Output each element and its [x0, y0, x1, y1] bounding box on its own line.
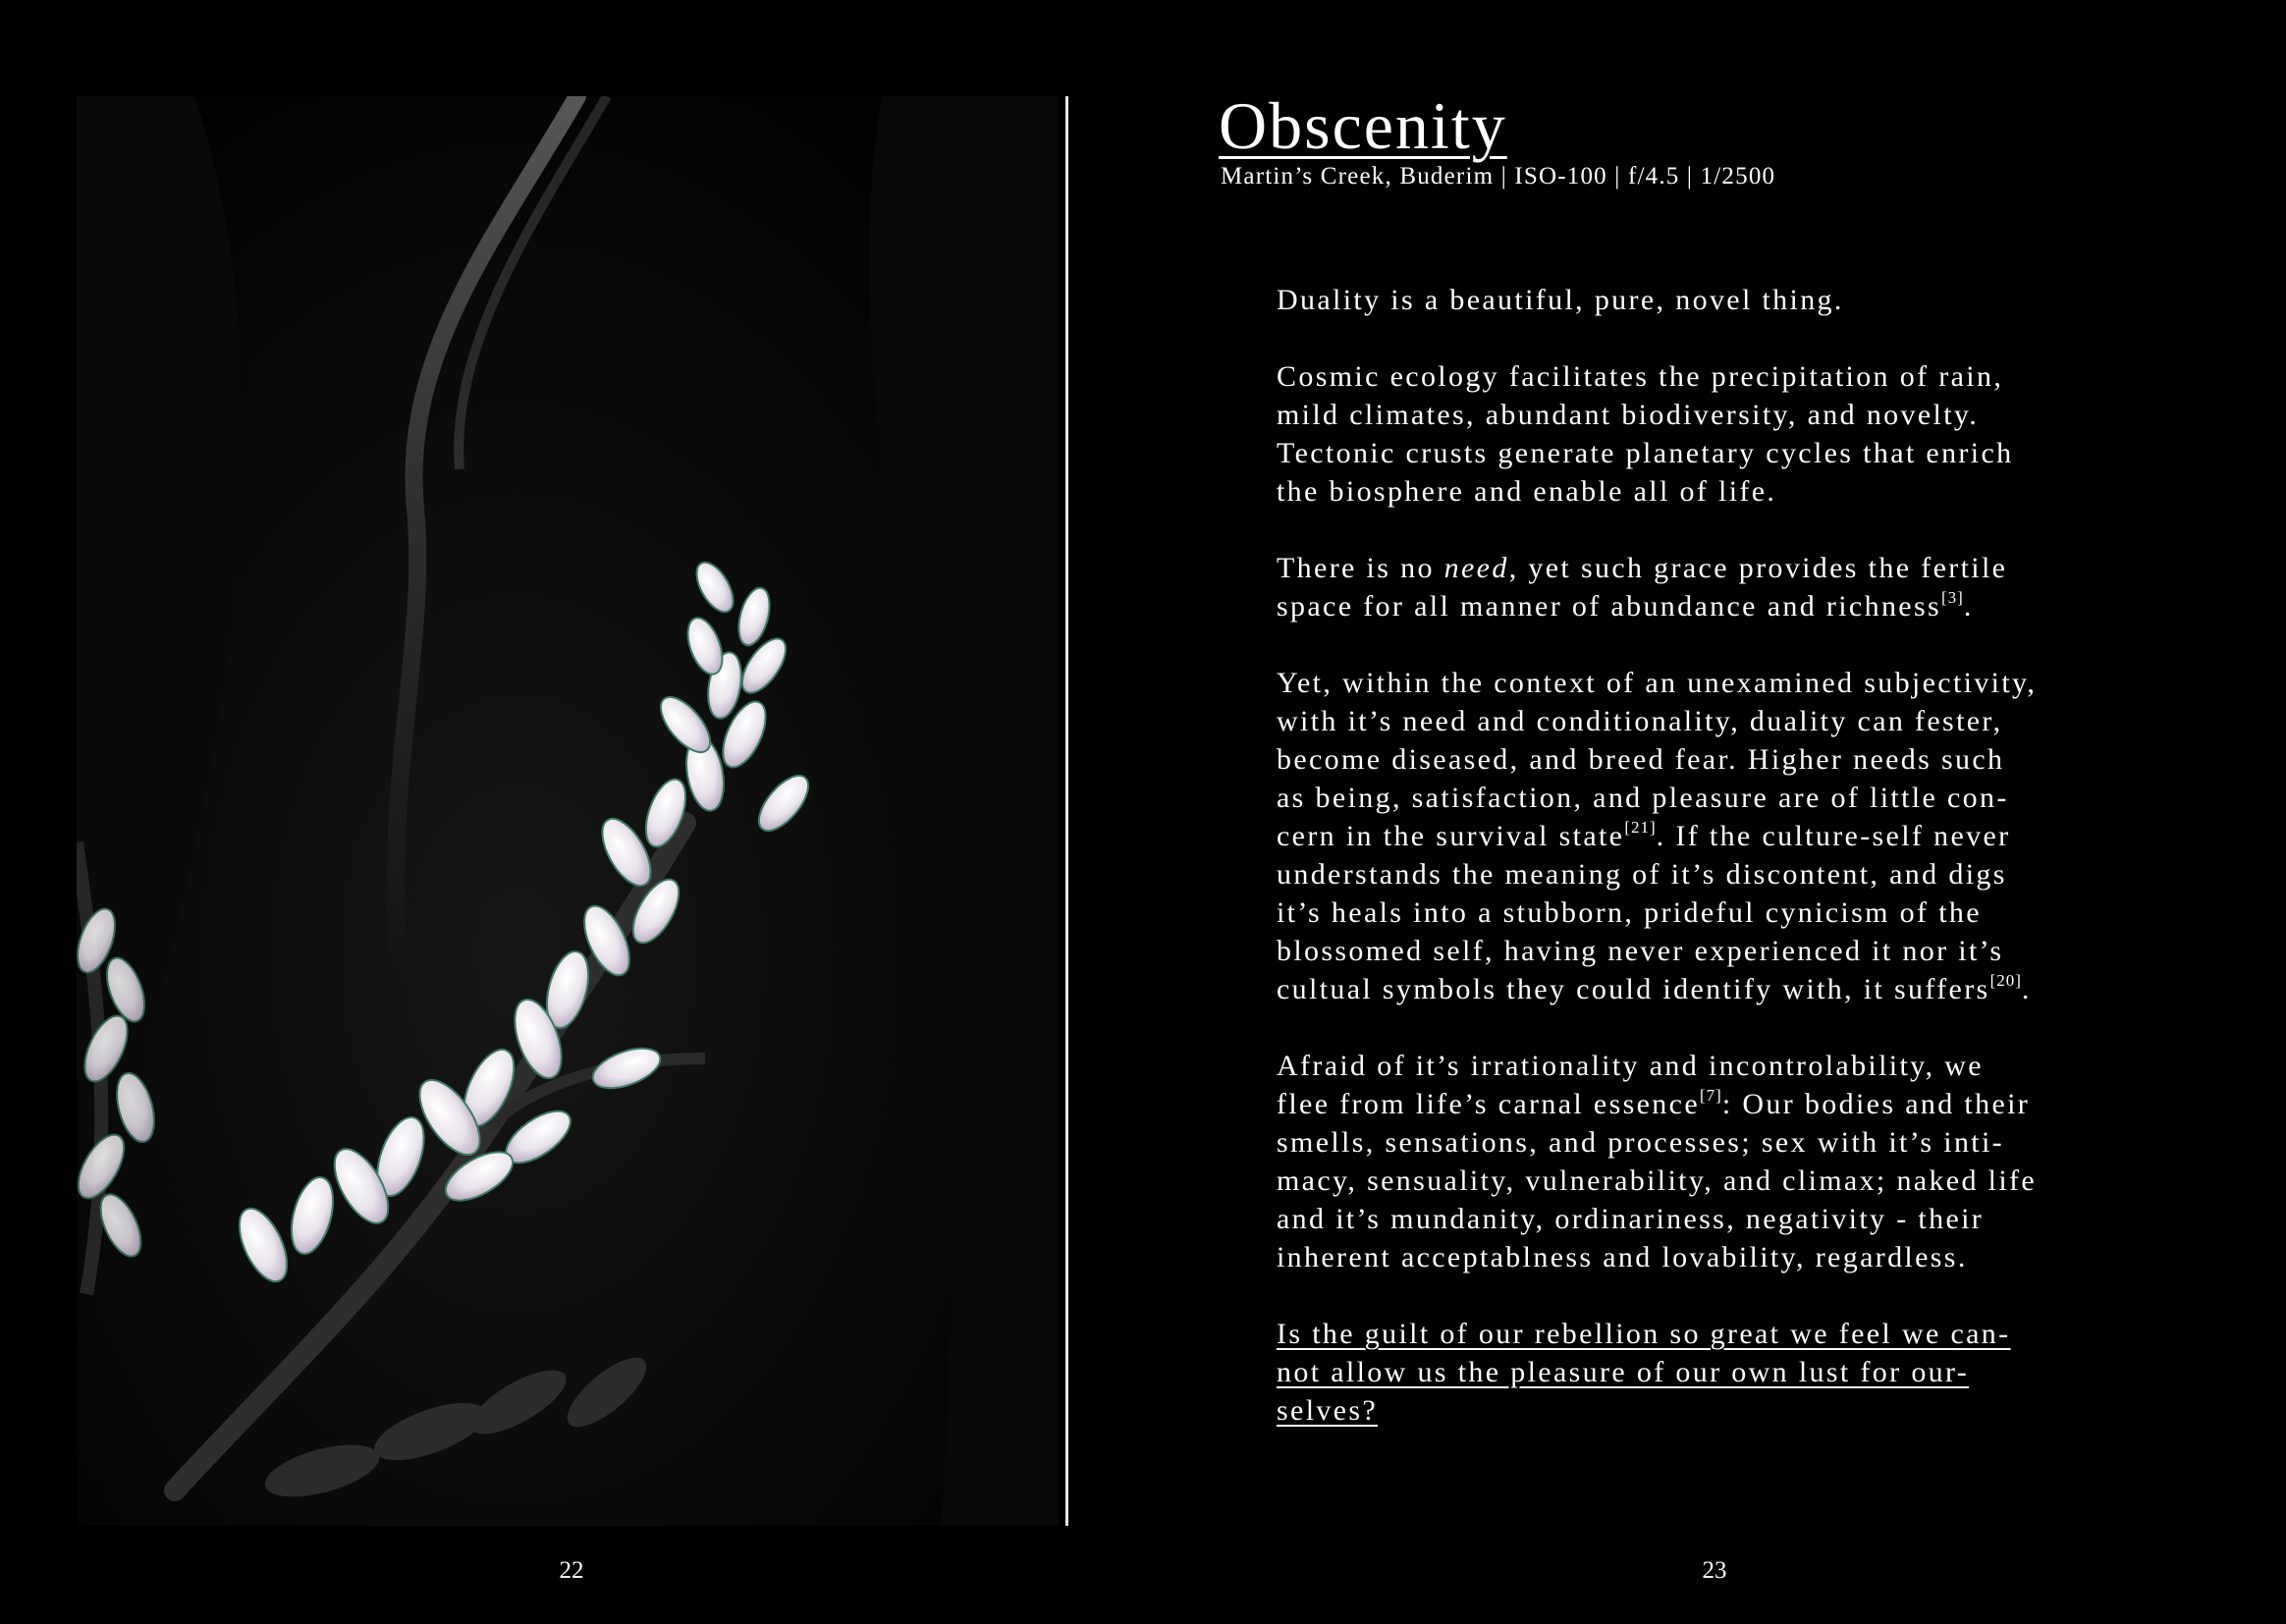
- closing-question: [1277, 1315, 2185, 1430]
- text-line: smells, sensations, and processes; sex with it’s inti-: [1277, 1126, 2005, 1159]
- text-run: There is no: [1277, 552, 1444, 584]
- text-line: become diseased, and breed fear. Higher needs such: [1277, 743, 2005, 776]
- text-line: macy, sensuality, vulnerability, and climax; naked life: [1277, 1164, 2038, 1197]
- text-line: the biosphere and enable all of life.: [1277, 475, 1777, 508]
- text-run: , yet such grace provides the fertile: [1508, 552, 2008, 584]
- paragraph-5: [1277, 1047, 2185, 1276]
- text-line: Yet, within the context of an unexamined subjectivity,: [1277, 667, 2038, 699]
- text-line: it’s heals into a stubborn, prideful cynicism of the: [1277, 896, 1982, 929]
- text-line: not allow us the pleasure of our own lust for our-: [1277, 1356, 1970, 1388]
- text-run: cern in the survival state: [1277, 820, 1625, 852]
- text-run: .: [1963, 590, 1974, 623]
- text-line: as being, satisfaction, and pleasure are of little con-: [1277, 782, 2009, 814]
- citation: [3]: [1941, 588, 1964, 607]
- text-run: : Our bodies and their: [1721, 1088, 2031, 1120]
- text-run: cultual symbols they could identify with, it suffers: [1277, 973, 1990, 1005]
- text-line: Cosmic ecology facilitates the precipitation of rain,: [1277, 360, 2004, 393]
- page-title: Obscenity: [1219, 88, 1507, 163]
- paragraph-3: [1277, 549, 2185, 625]
- text-line: [1277, 1085, 2185, 1123]
- text-line: inherent acceptablness and lovability, regardless.: [1277, 1241, 1968, 1273]
- paragraph-1: [1277, 281, 2185, 319]
- text-line: [1277, 549, 2185, 587]
- photo-metadata: Martin’s Creek, Buderim | ISO-100 | f/4.5 | 1/2500: [1221, 163, 1776, 189]
- citation: [21]: [1624, 818, 1657, 837]
- paragraph-2: [1277, 357, 2185, 511]
- paragraph-4: [1277, 664, 2185, 1008]
- text-line: blossomed self, having never experienced it nor it’s: [1277, 935, 2004, 967]
- page-divider: [1065, 96, 1068, 1526]
- text-line: [1277, 817, 2185, 855]
- text-line: selves?: [1277, 1394, 1379, 1427]
- page-number-left: 22: [559, 1557, 584, 1584]
- text-run: space for all manner of abundance and richness: [1277, 590, 1942, 623]
- text-line: Duality is a beautiful, pure, novel thing.: [1277, 284, 1844, 316]
- citation: [20]: [1989, 971, 2022, 990]
- text-line: mild climates, abundant biodiversity, and novelty.: [1277, 399, 1980, 431]
- citation: [7]: [1700, 1086, 1722, 1105]
- text-run: .: [2021, 973, 2032, 1005]
- text-line: and it’s mundanity, ordinariness, negativity - their: [1277, 1203, 1985, 1235]
- flower-photo: [77, 96, 1059, 1526]
- text-line: [1277, 587, 2185, 625]
- emphasis: need: [1443, 552, 1509, 584]
- text-line: Is the guilt of our rebellion so great we feel we can-: [1277, 1318, 2011, 1350]
- text-run: flee from life’s carnal essence: [1277, 1088, 1700, 1120]
- text-line: with it’s need and conditionality, duality can fester,: [1277, 705, 2003, 737]
- text-line: understands the meaning of it’s discontent, and digs: [1277, 858, 2007, 891]
- page-number-right: 23: [1702, 1557, 1727, 1584]
- text-run: . If the culture-self never: [1656, 820, 2011, 852]
- text-line: [1277, 970, 2185, 1008]
- body-text: [1277, 281, 2185, 1468]
- text-line: Afraid of it’s irrationality and incontrolability, we: [1277, 1050, 1984, 1082]
- text-line: Tectonic crusts generate planetary cycles that enrich: [1277, 437, 2014, 469]
